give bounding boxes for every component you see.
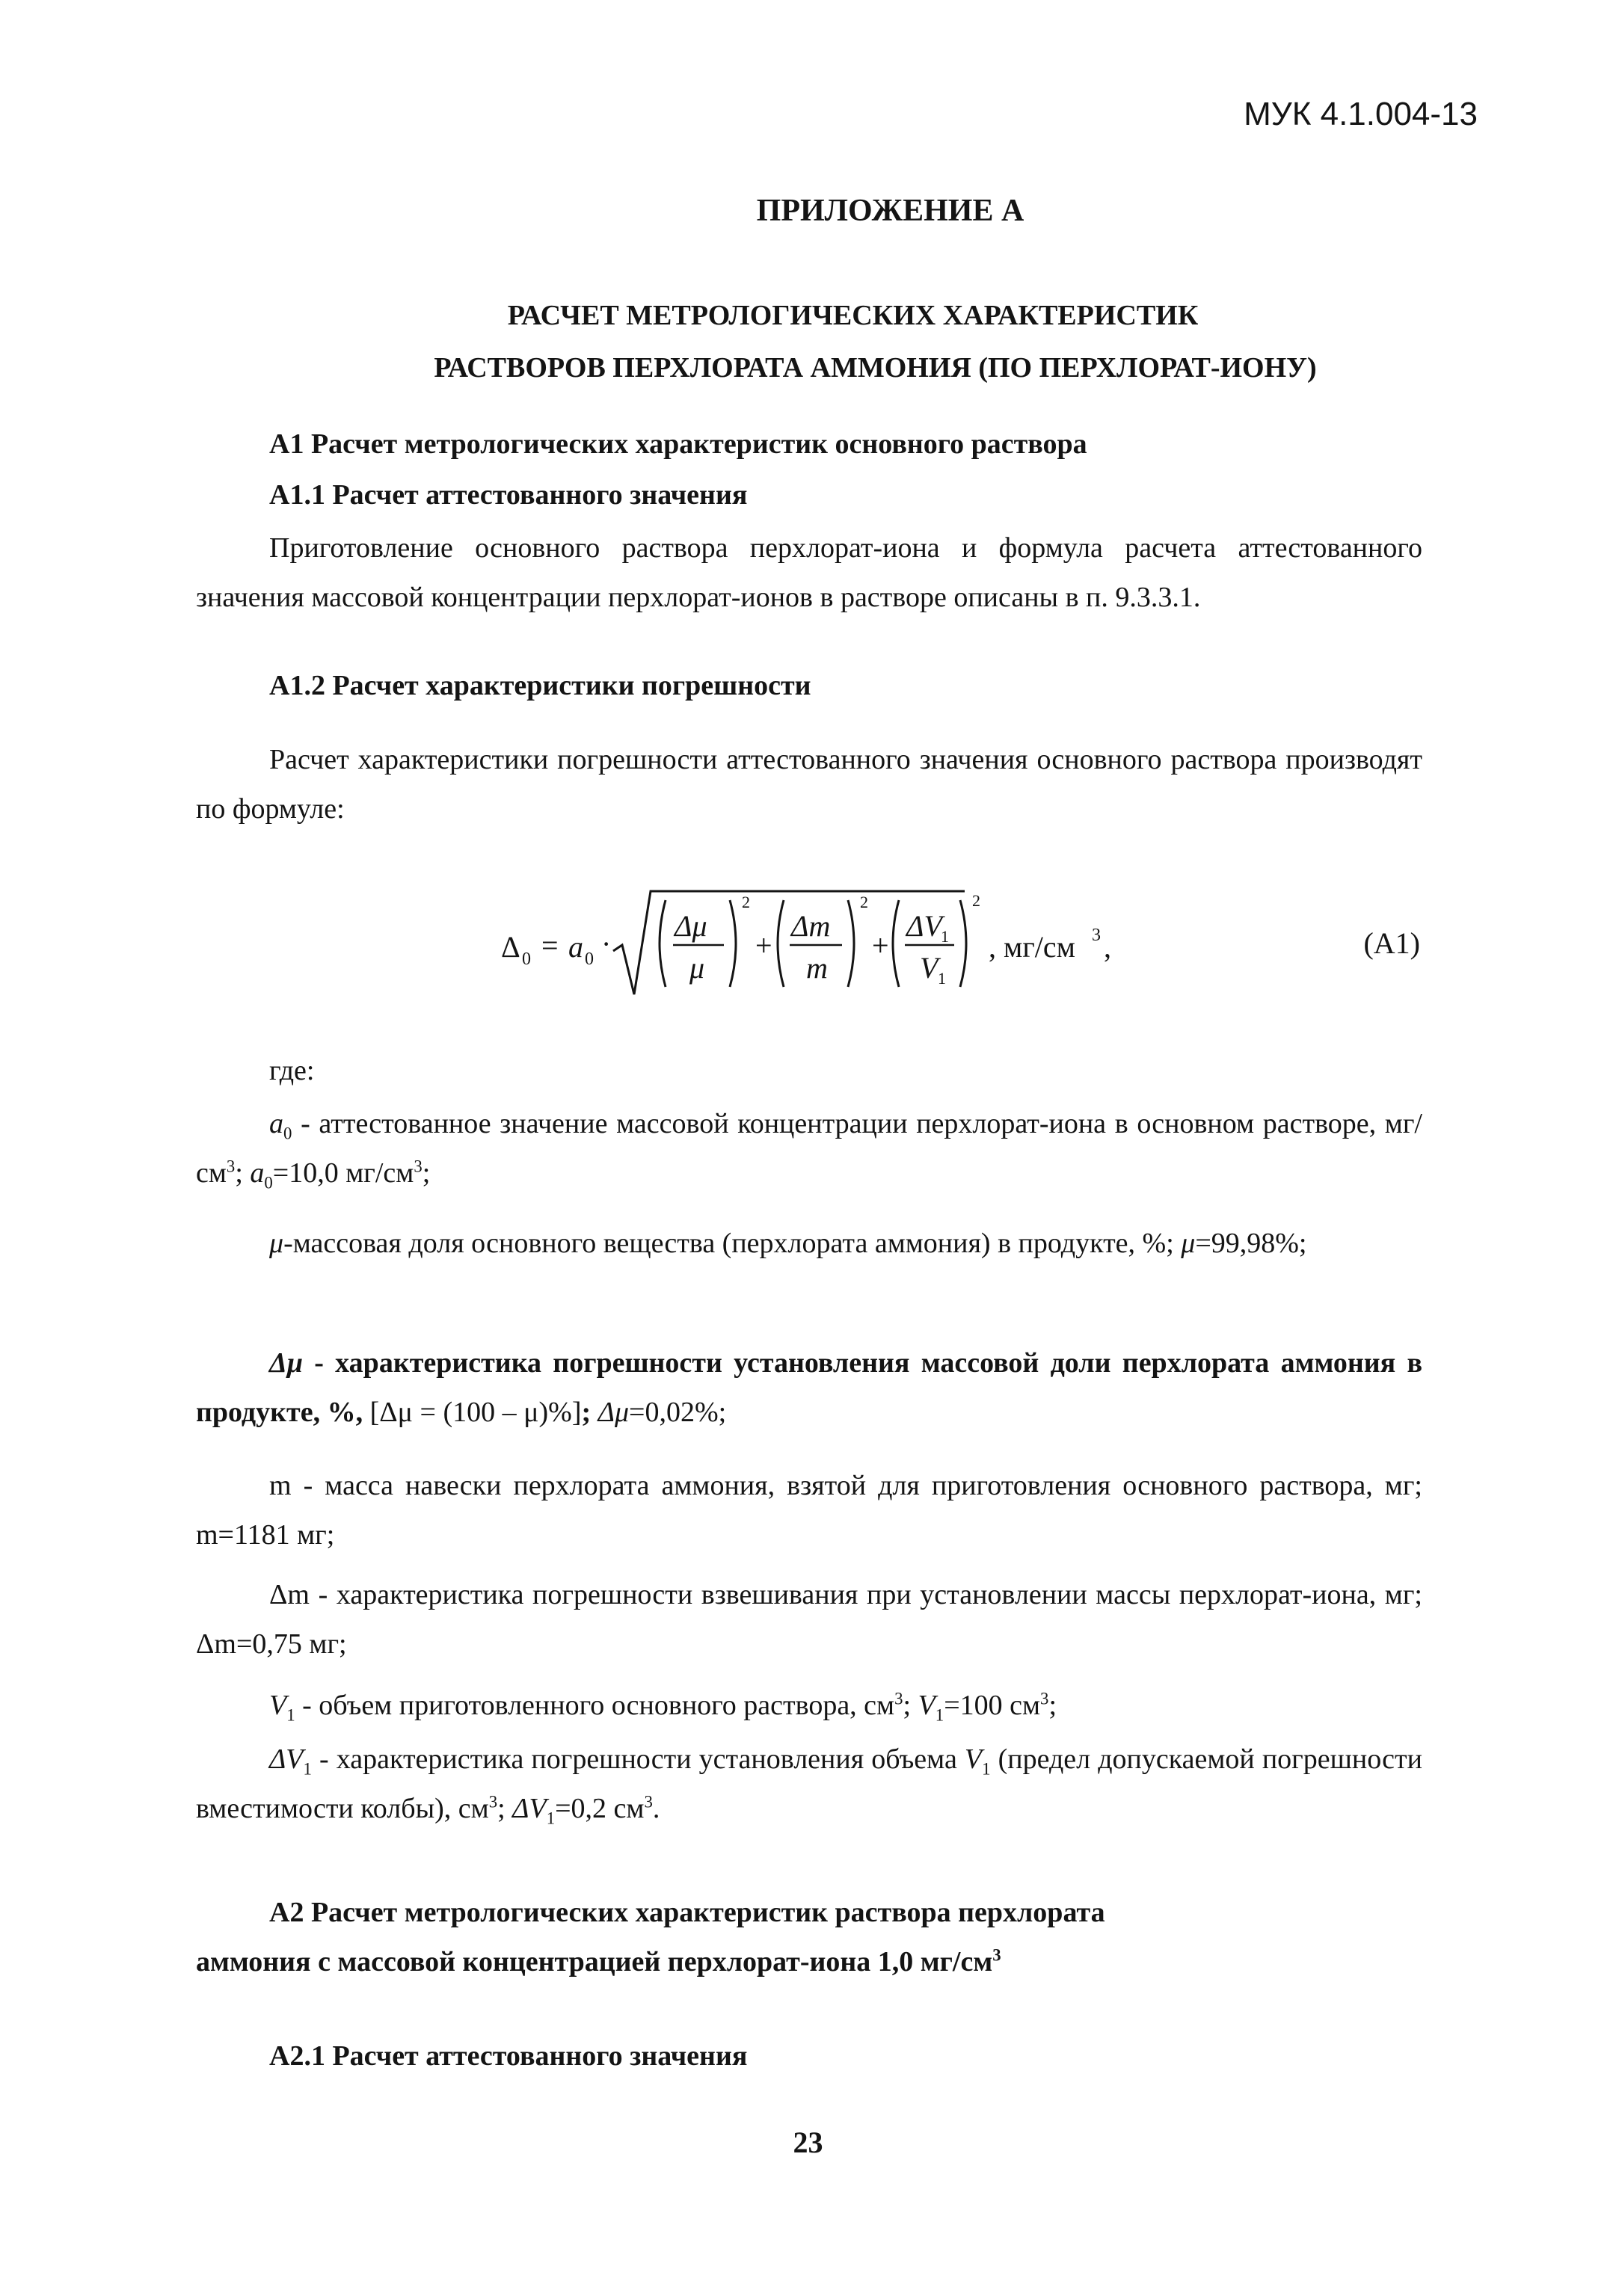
def-a0-sup: 3 — [226, 1157, 236, 1176]
f1-power: 2 — [742, 893, 750, 911]
f2-num: Δm — [791, 909, 831, 943]
def-a0-sep: ; — [235, 1157, 251, 1189]
def-a0-end: ; — [422, 1157, 431, 1189]
def-v1-end: ; — [1048, 1690, 1057, 1721]
where-label: где: — [269, 1055, 315, 1086]
def-a0-val: =10,0 мг/см — [272, 1157, 414, 1189]
formula-lhs: Δ — [501, 930, 520, 964]
f1-num: Δμ — [675, 909, 707, 943]
paren-right-3 — [960, 900, 966, 987]
def-dv1-text-a: - характеристика погрешности установления объема — [311, 1743, 965, 1775]
def-a0-text: - аттестованное значение массовой концентрации перхлорат-иона в основном растворе, мг/см — [196, 1108, 1422, 1189]
def-dv1-symbol: ΔV — [269, 1743, 304, 1775]
def-dv1-text-b: (предел допускаемой погрешности вместимости колбы), см — [196, 1743, 1422, 1824]
def-dv1-val-sub: 1 — [546, 1809, 556, 1828]
f3-den-sub: 1 — [938, 969, 946, 988]
def-dmu-val-symbol: Δμ — [597, 1397, 630, 1428]
f3-power: 2 — [972, 891, 980, 910]
def-dmu-symbol: Δμ — [269, 1347, 303, 1379]
formula-eq: = — [541, 929, 559, 962]
f3-den: V — [920, 951, 938, 985]
def-dv1-sep: ; — [497, 1793, 513, 1824]
section-a2-heading-line-2-text: аммония с массовой концентрацией перхлорат-иона 1,0 мг/см — [196, 1946, 993, 1978]
def-v1-val: =100 см — [944, 1690, 1041, 1721]
def-a0-val-sup: 3 — [414, 1157, 423, 1176]
plus-1: + — [755, 929, 772, 962]
definition-mu — [196, 1219, 1422, 1268]
paren-left-1 — [660, 900, 666, 987]
def-dv1-sup: 3 — [488, 1792, 498, 1812]
def-dmu-sep: ; — [581, 1397, 598, 1428]
def-dv1-val: =0,2 см — [555, 1793, 645, 1824]
def-v1-symbol: V — [269, 1690, 287, 1721]
formula-a-sub: 0 — [585, 950, 594, 969]
def-dmu-val: =0,02%; — [629, 1397, 727, 1428]
section-a2-sup: 3 — [992, 1945, 1001, 1965]
section-a2-heading-line-2 — [196, 1945, 1001, 1978]
section-a1-2-heading: А1.2 Расчет характеристики погрешности — [269, 670, 811, 701]
f2-power: 2 — [860, 893, 868, 911]
paren-left-3 — [893, 900, 899, 987]
def-v1-val-sup: 3 — [1040, 1689, 1049, 1708]
f2-den: m — [806, 951, 828, 985]
def-dv1-symbol-sub: 1 — [303, 1759, 312, 1779]
def-mu-text: -массовая доля основного вещества (перхлората аммония) в продукте, %; — [283, 1228, 1182, 1259]
f3-num-sub: 1 — [941, 927, 949, 946]
paren-right-2 — [848, 900, 854, 987]
def-dv1-end: . — [652, 1793, 660, 1824]
def-a0-val-sub: 0 — [264, 1173, 273, 1192]
def-a0-val-symbol: a — [250, 1157, 265, 1189]
page-number: 23 — [793, 2126, 823, 2159]
definition-delta-v1 — [196, 1735, 1422, 1833]
formula-dot: · — [601, 927, 612, 961]
def-mu-val-symbol: μ — [1181, 1228, 1196, 1259]
def-mu-val: =99,98%; — [1195, 1228, 1307, 1259]
title-line-2: РАСТВОРОВ ПЕРХЛОРАТА АММОНИЯ (ПО ПЕРХЛОРАТ-ИОНУ) — [434, 352, 1317, 384]
radical-sign — [613, 891, 965, 994]
paren-right-1 — [730, 900, 736, 987]
title-line-1: РАСЧЕТ МЕТРОЛОГИЧЕСКИХ ХАРАКТЕРИСТИК — [507, 300, 1199, 331]
formula-unit-sup: 3 — [1092, 926, 1101, 945]
formula-a1 — [0, 869, 1616, 1018]
formula-a1-graphic — [486, 869, 1144, 1018]
document-code: МУК 4.1.004-13 — [1244, 96, 1478, 132]
def-v1-val-symbol: V — [918, 1690, 936, 1721]
def-v1-sep: ; — [903, 1690, 918, 1721]
f1-den: μ — [689, 951, 705, 985]
section-a1-1-heading: А1.1 Расчет аттестованного значения — [269, 479, 748, 511]
section-a2-heading-line-1: А2 Расчет метрологических характеристик раствора перхлората — [269, 1897, 1105, 1928]
def-v1-sup: 3 — [894, 1689, 903, 1708]
formula-a: a — [568, 930, 583, 964]
def-v1-text: - объем приготовленного основного раствора, см — [295, 1690, 895, 1721]
def-dv1-mid-symbol: V — [964, 1743, 983, 1775]
def-mu-symbol: μ — [269, 1228, 284, 1259]
def-dmu-formula: [Δμ = (100 – μ)%] — [369, 1397, 582, 1428]
definition-delta-mu — [196, 1338, 1422, 1437]
section-a1-1-text: Приготовление основного раствора перхлорат-иона и формула расчета аттестованного значения массовой концентрации перхлорат-ионов в растворе описаны в п. 9.3.3.1. — [196, 532, 1422, 613]
paren-left-2 — [778, 900, 784, 987]
formula-lhs-sub: 0 — [522, 950, 531, 969]
def-dv1-val-sup: 3 — [644, 1792, 653, 1812]
definition-m: m - масса навески перхлората аммония, взятой для приготовления основного раствора, мг; m=1181 мг; — [196, 1470, 1422, 1551]
appendix-label: ПРИЛОЖЕНИЕ А — [756, 194, 1024, 228]
def-dmu-text: - характеристика погрешности установления массовой доли перхлората аммония в продукте, %, — [196, 1347, 1422, 1428]
formula-number: (А1) — [1363, 926, 1420, 960]
definition-v1 — [196, 1681, 1422, 1730]
definition-delta-m: Δm - характеристика погрешности взвешивания при установлении массы перхлорат-иона, мг; Δm=0,75 мг; — [196, 1579, 1422, 1660]
def-v1-val-sub: 1 — [935, 1705, 944, 1725]
def-a0-symbol-sub: 0 — [283, 1124, 292, 1143]
def-a0-symbol: a — [269, 1108, 283, 1139]
definition-a0 — [196, 1099, 1422, 1198]
section-a2-1-heading: А2.1 Расчет аттестованного значения — [269, 2040, 748, 2072]
def-dv1-val-symbol: ΔV — [512, 1793, 547, 1824]
plus-2: + — [872, 929, 889, 962]
def-dv1-mid-sub: 1 — [982, 1759, 991, 1779]
f3-num: ΔV — [906, 909, 942, 943]
def-v1-symbol-sub: 1 — [286, 1705, 295, 1725]
formula-unit-tail: , — [1104, 930, 1111, 964]
section-a1-heading: А1 Расчет метрологических характеристик основного раствора — [269, 428, 1087, 460]
section-a1-2-text: Расчет характеристики погрешности аттестованного значения основного раствора производят по формуле: — [196, 744, 1422, 825]
formula-unit: , мг/см — [989, 930, 1075, 964]
